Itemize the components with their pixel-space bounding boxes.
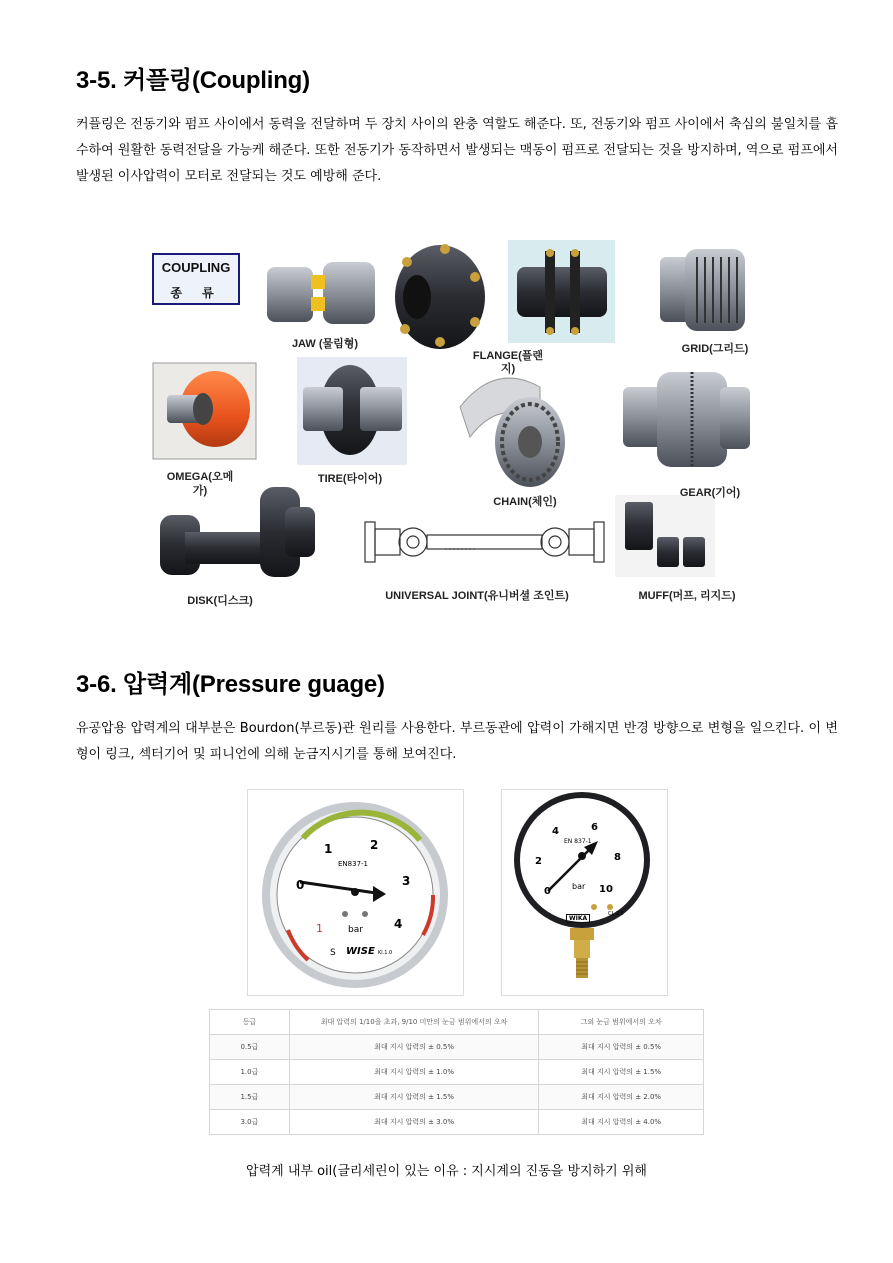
gauge1-tick-2: 2 <box>370 838 379 852</box>
table-row <box>210 1110 704 1135</box>
coupling-title: COUPLING <box>161 260 231 275</box>
gauge1-brand: WISE <box>346 946 375 957</box>
label-grid: GRID(그리드) <box>681 343 749 355</box>
gauge1-unit: bar <box>348 925 363 935</box>
coupling-illustrations <box>145 237 765 612</box>
gear-coupling-image <box>623 372 750 467</box>
label-tire: TIRE(타이어) <box>317 473 383 485</box>
gauge2-tick-6: 6 <box>591 822 598 833</box>
table-cell: 최대 지시 압력의 ± 1.5% <box>289 1085 538 1110</box>
table-cell: 최대 지시 압력의 ± 3.0% <box>289 1110 538 1135</box>
table-cell: 최대 지시 압력의 ± 1.5% <box>539 1060 704 1085</box>
accuracy-grade-table <box>209 1009 704 1135</box>
gauge2-class: CL 2.5 <box>608 911 624 917</box>
gauge2-tick-2: 2 <box>535 856 542 867</box>
gauge1-s-mark: S <box>330 948 336 958</box>
table-header-row <box>210 1010 704 1035</box>
label-gear: GEAR(기어) <box>679 487 741 499</box>
label-disk: DISK(디스크) <box>187 595 253 607</box>
table-cell: 최대 지시 압력의 ± 2.0% <box>539 1085 704 1110</box>
coupling-subtitle: 종 류 <box>170 286 222 300</box>
grid-coupling-image <box>660 249 745 331</box>
table-cell: 0.5급 <box>210 1035 290 1060</box>
gauge1-tick-1: 1 <box>324 842 333 856</box>
gauge1-tick-4: 4 <box>394 917 403 931</box>
pressure-gauge-paragraph: 유공압용 압력계의 대부분은 Bourdon(부르동)관 원리를 사용한다. 부르동관에 압력이 가해지면 반경 방향으로 변형을 일으킨다. 이 변형이 링크, 섹터기어 및 피니언에 의해 눈금지시기를 통해 보여진다. <box>76 721 838 762</box>
table-cell: 최대 지시 압력의 ± 0.5% <box>539 1035 704 1060</box>
gauge1-tick-3: 3 <box>402 874 411 888</box>
chain-coupling-image <box>460 378 565 487</box>
label-muff: MUFF(머프, 리지드) <box>638 590 736 602</box>
table-cell: 최대 지시 압력의 ± 1.0% <box>289 1060 538 1085</box>
gauge-image-wise <box>247 789 464 996</box>
table-cell: 1.0급 <box>210 1060 290 1085</box>
flange-coupling-image-2 <box>508 240 615 343</box>
gauge2-brand: WIKA <box>566 914 590 923</box>
label-flange: FLANGE(플랜지) <box>472 350 544 375</box>
table-header-cell: 등급 <box>210 1010 290 1035</box>
tire-coupling-image <box>297 357 407 465</box>
table-header-cell: 그외 눈금 범위에서의 오차 <box>539 1010 704 1035</box>
pressure-gauge-caption: 압력계 내부 oil(글리세린이 있는 이유 : 지시계의 진동을 방지하기 위해 <box>246 1164 647 1179</box>
flange-coupling-image-1 <box>395 244 485 349</box>
table-row <box>210 1035 704 1060</box>
section-heading-pressure-gauge: 3-6. 압력계(Pressure guage) <box>76 671 385 698</box>
universal-joint-image <box>365 522 604 562</box>
table-cell: 최대 지시 압력의 ± 4.0% <box>539 1110 704 1135</box>
label-jaw: JAW (물림형) <box>291 338 359 350</box>
disk-coupling-image <box>160 487 315 577</box>
omega-coupling-image <box>153 363 256 459</box>
gauge-image-wika <box>501 789 668 996</box>
gauge2-standard: EN 837-1 <box>564 838 592 845</box>
gauge2-tick-4: 4 <box>552 826 559 837</box>
gauge2-tick-0: 0 <box>544 886 551 897</box>
gauge1-tick-0: 0 <box>296 878 305 892</box>
table-cell: 최대 지시 압력의 ± 0.5% <box>289 1035 538 1060</box>
gauge1-standard: EN837-1 <box>338 860 368 868</box>
gauge1-class: Kl.1.0 <box>378 950 393 956</box>
table-row <box>210 1085 704 1110</box>
gauge1-red-mark: 1 <box>316 922 323 935</box>
section-heading-coupling: 3-5. 커플링(Coupling) <box>76 67 310 94</box>
gauge2-unit: bar <box>572 882 586 891</box>
label-universal-joint: UNIVERSAL JOINT(유니버셜 조인트) <box>385 590 569 602</box>
table-cell: 1.5급 <box>210 1085 290 1110</box>
table-cell: 3.0급 <box>210 1110 290 1135</box>
gauge2-tick-8: 8 <box>614 852 621 863</box>
muff-coupling-image <box>615 495 715 577</box>
table-row <box>210 1060 704 1085</box>
coupling-paragraph: 커플링은 전동기와 펌프 사이에서 동력을 전달하며 두 장치 사이의 완충 역할도 해준다. 또, 전동기와 펌프 사이에서 축심의 불일치를 흡수하여 원활한 동력전달을 가능케 해준다. 또한 전동기가 동작하면서 발생되는 맥동이 펌프로 전달되는 것을 방지하며, 역으로 펌프에서 발생된 이사압력이 모터로 전달되는 것도 예방해 준다. <box>76 117 838 184</box>
label-omega: OMEGA(오메가) <box>166 471 234 497</box>
gauge2-tick-10: 10 <box>599 884 613 895</box>
jaw-coupling-image <box>263 247 381 335</box>
label-chain: CHAIN(체인) <box>493 496 557 508</box>
table-header-cell: 최대 압력의 1/10을 초과, 9/10 미만의 눈금 범위에서의 오차 <box>289 1010 538 1035</box>
